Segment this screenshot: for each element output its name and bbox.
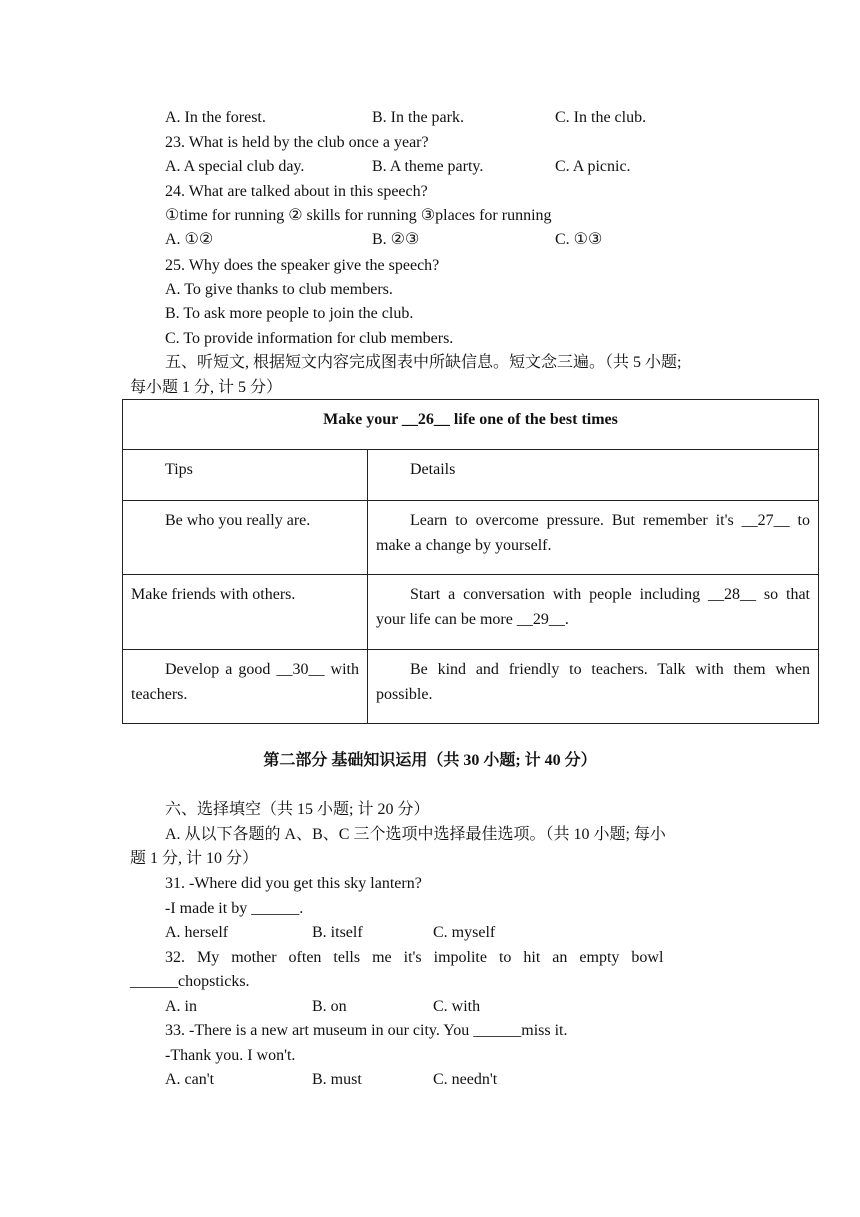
- q23-option-c: C. A picnic.: [555, 158, 631, 175]
- q23-option-b: B. A theme party.: [372, 158, 484, 175]
- q32-option-a: A. in: [165, 998, 197, 1015]
- q22-option-c: C. In the club.: [555, 109, 647, 126]
- section5-instruction-line1: 五、听短文, 根据短文内容完成图表中所缺信息。短文念三遍。（共 5 小题;: [165, 354, 682, 371]
- q22-option-a: A. In the forest.: [165, 109, 266, 126]
- table-title: Make your __26__ life one of the best times: [123, 400, 819, 450]
- q31-option-c: C. myself: [433, 924, 496, 941]
- q23-question: 23. What is held by the club once a year?: [165, 134, 429, 151]
- q24-items: ①time for running ② skills for running ③places for running: [165, 207, 552, 224]
- q33-option-a: A. can't: [165, 1071, 215, 1088]
- table-row: [123, 501, 819, 575]
- q24-option-c: C. ①③: [555, 231, 603, 248]
- q25-option-b: B. To ask more people to join the club.: [165, 305, 414, 322]
- table-tip: Develop a good __30__ with teachers.: [123, 650, 368, 724]
- q25-option-a: A. To give thanks to club members.: [165, 281, 393, 298]
- q25-question: 25. Why does the speaker give the speech?: [165, 257, 440, 274]
- q32-option-c: C. with: [433, 998, 481, 1015]
- q22-option-b: B. In the park.: [372, 109, 464, 126]
- q33-option-b: B. must: [312, 1071, 362, 1088]
- table-tip: Make friends with others.: [123, 575, 368, 650]
- table-detail: Learn to overcome pressure. But remember it's __27__ to make a change by yourself.: [368, 501, 819, 575]
- info-table: [122, 399, 819, 724]
- q33-line2: -Thank you. I won't.: [165, 1047, 296, 1064]
- section6-instruction-line1: A. 从以下各题的 A、B、C 三个选项中选择最佳选项。（共 10 小题; 每小: [165, 826, 666, 843]
- section5-instruction-line2: 每小题 1 分, 计 5 分）: [130, 379, 283, 396]
- q32-line1: 32. My mother often tells me it's impolite to hit an empty bowl: [165, 949, 664, 966]
- section6-title: 六、选择填空（共 15 小题; 计 20 分）: [165, 801, 430, 818]
- part2-title: 第二部分 基础知识运用（共 30 小题; 计 40 分）: [263, 752, 597, 769]
- table-row: [123, 575, 819, 650]
- table-header-tips: Tips: [123, 450, 368, 501]
- section6-instruction-line2: 题 1 分, 计 10 分）: [130, 850, 259, 867]
- table-detail: Start a conversation with people including __28__ so that your life can be more __29__.: [368, 575, 819, 650]
- table-header-details: Details: [368, 450, 819, 501]
- table-row: [123, 650, 819, 724]
- q24-option-b: B. ②③: [372, 231, 420, 248]
- q25-option-c: C. To provide information for club members.: [165, 330, 454, 347]
- q23-option-a: A. A special club day.: [165, 158, 305, 175]
- q31-line2: -I made it by ______.: [165, 900, 304, 917]
- q24-option-a: A. ①②: [165, 231, 214, 248]
- q31-option-b: B. itself: [312, 924, 363, 941]
- q31-option-a: A. herself: [165, 924, 229, 941]
- q24-question: 24. What are talked about in this speech?: [165, 183, 428, 200]
- q33-option-c: C. needn't: [433, 1071, 498, 1088]
- table-detail: Be kind and friendly to teachers. Talk with them when possible.: [368, 650, 819, 724]
- q32-option-b: B. on: [312, 998, 347, 1015]
- table-tip: Be who you really are.: [123, 501, 368, 575]
- q33-line1: 33. -There is a new art museum in our city. You ______miss it.: [165, 1022, 568, 1039]
- q32-line2: ______chopsticks.: [130, 973, 250, 990]
- q31-line1: 31. -Where did you get this sky lantern?: [165, 875, 422, 892]
